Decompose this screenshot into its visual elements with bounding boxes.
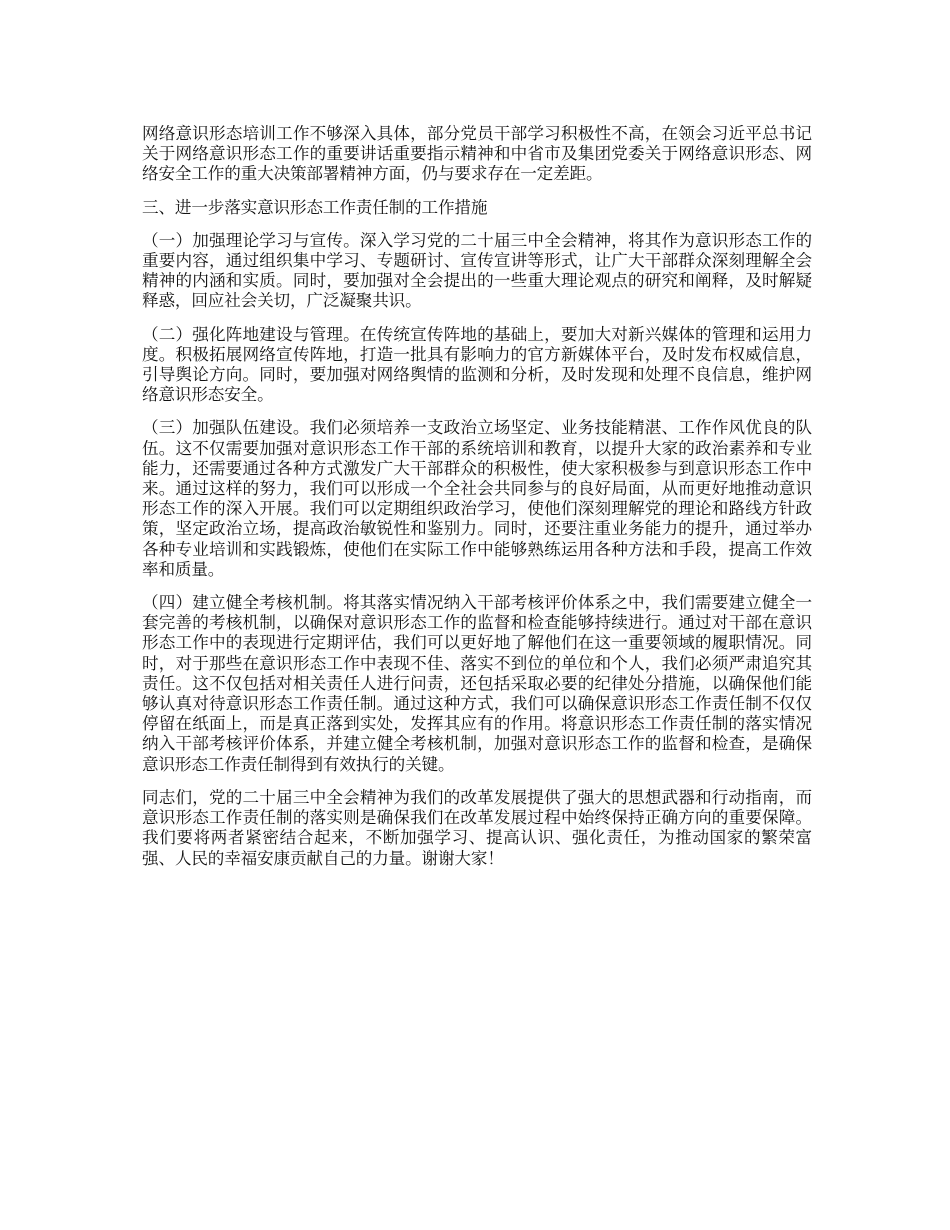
paragraph-measure-4: （四）建立健全考核机制。将其落实情况纳入干部考核评价体系之中，我们需要建立健全一套完善的考核机制，以确保对意识形态工作的监督和检查能够持续进行。通过对干部在意识形态工作中的表现进行定期评估，我们可以更好地了解他们在这一重要领域的履职情况。同时，对于那些在意识形态工作中表现不佳、落实不到位的单位和个人，我们必须严肃追究其责任。这不仅包括对相关责任人进行问责，还包括采取必要的纪律处分措施，以确保他们能够认真对待意识形态工作责任制。通过这种方式，我们可以确保意识形态工作责任制不仅仅停留在纸面上，而是真正落到实处，发挥其应有的作用。将意识形态工作责任制的落实情况纳入干部考核评价体系，并建立健全考核机制，加强对意识形态工作的监督和检查，是确保意识形态工作责任制得到有效执行的关键。: [142, 593, 812, 774]
paragraph-measure-1: （一）加强理论学习与宣传。深入学习党的二十届三中全会精神，将其作为意识形态工作的重要内容，通过组织集中学习、专题研讨、宣传宣讲等形式，让广大干部群众深刻理解全会精神的内涵和实质。同时，要加强对全会提出的一些重大理论观点的研究和阐释，及时解疑释惑，回应社会关切，广泛凝聚共识。: [142, 230, 812, 311]
paragraph-closing: 同志们，党的二十届三中全会精神为我们的改革发展提供了强大的思想武器和行动指南，而意识形态工作责任制的落实则是确保我们在改革发展过程中始终保持正确方向的重要保障。我们要将两者紧密结合起来，不断加强学习、提高认识、强化责任，为推动国家的繁荣富强、人民的幸福安康贡献自己的力量。谢谢大家！: [142, 787, 812, 868]
paragraph-measure-3: （三）加强队伍建设。我们必须培养一支政治立场坚定、业务技能精湛、工作作风优良的队伍。这不仅需要加强对意识形态工作干部的系统培训和教育，以提升大家的政治素养和专业能力，还需要通过各种方式激发广大干部群众的积极性，使大家积极参与到意识形态工作中来。通过这样的努力，我们可以形成一个全社会共同参与的良好局面，从而更好地推动意识形态工作的深入开展。我们可以定期组织政治学习，使他们深刻理解党的理论和路线方针政策，坚定政治立场，提高政治敏锐性和鉴别力。同时，还要注重业务能力的提升，通过举办各种专业培训和实践锻炼，使他们在实际工作中能够熟练运用各种方法和手段，提高工作效率和质量。: [142, 418, 812, 579]
paragraph-problem-summary: 网络意识形态培训工作不够深入具体，部分党员干部学习积极性不高，在领会习近平总书记关于网络意识形态工作的重要讲话重要指示精神和中省市及集团党委关于网络意识形态、网络安全工作的重大决策部署精神方面，仍与要求存在一定差距。: [142, 124, 812, 184]
section-heading-3: 三、进一步落实意识形态工作责任制的工作措施: [142, 197, 488, 217]
document-page: [142, 124, 812, 882]
paragraph-measure-2: （二）强化阵地建设与管理。在传统宣传阵地的基础上，要加大对新兴媒体的管理和运用力度。积极拓展网络宣传阵地，打造一批具有影响力的官方新媒体平台，及时发布权威信息，引导舆论方向。同时，要加强对网络舆情的监测和分析，及时发现和处理不良信息，维护网络意识形态安全。: [142, 324, 812, 405]
